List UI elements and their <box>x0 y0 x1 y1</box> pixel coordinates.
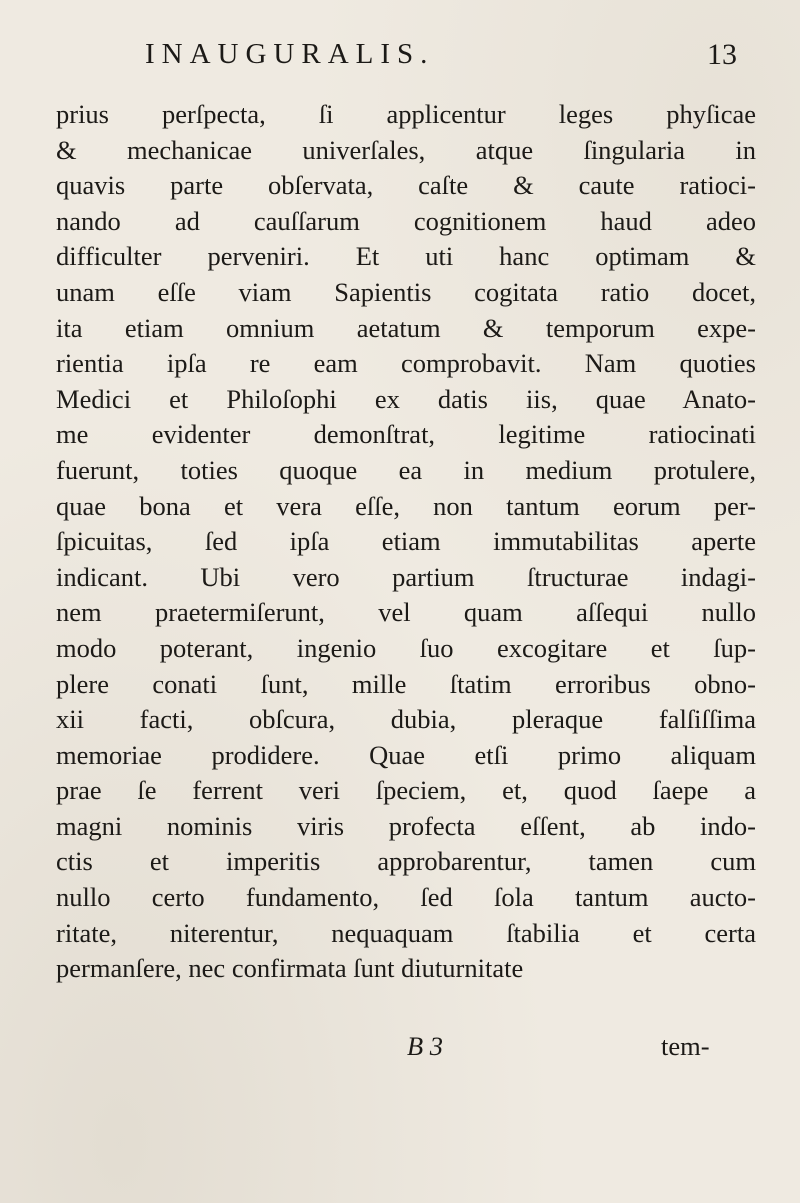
text-line: memoriae prodidere. Quae etſi primo aliquam <box>56 739 756 770</box>
text-line: prius perſpecta, ſi applicentur leges phyſicae <box>56 99 756 129</box>
text-line: fuerunt, toties quoque ea in medium protulere, <box>56 454 756 485</box>
text-line: nem praetermiſerunt, vel quam aſſequi nullo <box>56 597 756 628</box>
text-line: Medici et Philoſophi ex datis iis, quae Anato- <box>56 383 756 414</box>
text-line: permanſere, nec confirmata ſunt diuturnitate <box>56 953 524 984</box>
text-line: plere conati ſunt, mille ſtatim erroribus obno- <box>56 668 756 699</box>
footer-line <box>0 1031 800 1071</box>
text-line: ita etiam omnium aetatum & temporum expe- <box>56 312 756 343</box>
text-line: me evidenter demonſtrat, legitime ratiocinati <box>56 419 756 450</box>
text-line: quavis parte obſervata, caſte & caute ratioci- <box>56 170 756 201</box>
page-number: 13 <box>707 38 737 71</box>
text-line: nando ad cauſſarum cognitionem haud adeo <box>56 205 756 236</box>
text-line: rientia ipſa re eam comprobavit. Nam quoties <box>56 348 756 379</box>
catchword: tem- <box>661 1031 710 1061</box>
text-line: difficulter perveniri. Et uti hanc optimam & <box>56 241 756 272</box>
text-line: unam eſſe viam Sapientis cogitata ratio docet, <box>56 276 756 307</box>
text-line: ctis et imperitis approbarentur, tamen cum <box>56 846 756 877</box>
text-line: modo poterant, ingenio ſuo excogitare et ſup- <box>56 632 756 663</box>
text-line: ritate, niterentur, nequaquam ſtabilia et certa <box>56 917 756 948</box>
running-title: INAUGURALIS. <box>145 38 435 70</box>
text-line: quae bona et vera eſſe, non tantum eorum per- <box>56 490 756 521</box>
text-line: & mechanicae univerſales, atque ſingularia in <box>56 134 756 165</box>
text-line: magni nominis viris profecta eſſent, ab indo- <box>56 810 756 841</box>
text-line: xii facti, obſcura, dubia, pleraque falſiſſima <box>56 704 756 735</box>
running-head <box>0 38 800 88</box>
signature-mark: B 3 <box>407 1031 444 1061</box>
text-line: indicant. Ubi vero partium ſtructurae indagi- <box>56 561 756 592</box>
text-line: prae ſe ferrent veri ſpeciem, et, quod ſaepe a <box>56 775 756 806</box>
text-line: nullo certo fundamento, ſed ſola tantum aucto- <box>56 882 756 913</box>
body-text <box>56 97 756 987</box>
text-line: ſpicuitas, ſed ipſa etiam immutabilitas aperte <box>56 526 756 557</box>
